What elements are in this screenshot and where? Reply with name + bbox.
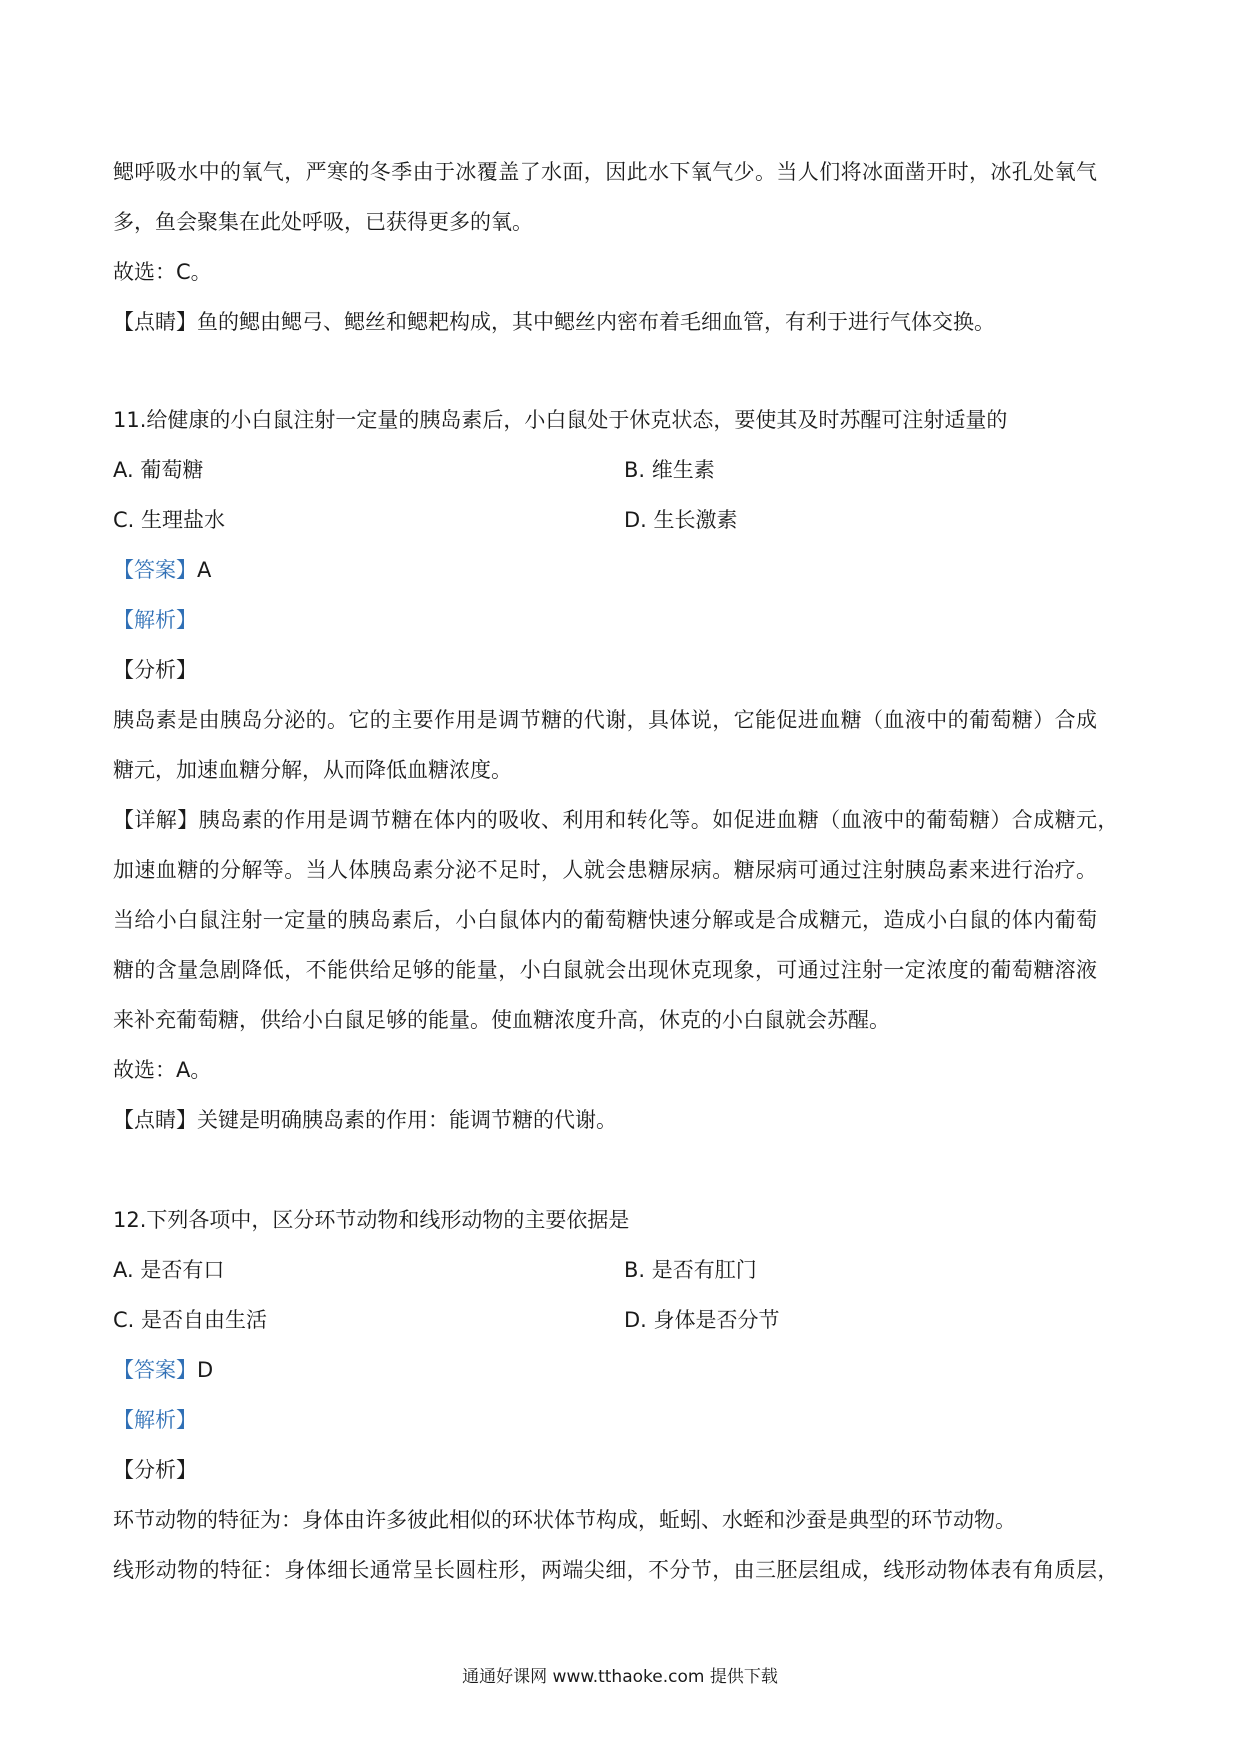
dianjing-text: 关键是明确胰岛素的作用：能调节糖的代谢。 — [197, 1108, 617, 1132]
answer-value: D — [197, 1358, 214, 1382]
paragraph-line: 当给小白鼠注射一定量的胰岛素后，小白鼠体内的葡萄糖快速分解或是合成糖元，造成小白鼠的体内葡萄 — [113, 908, 1098, 932]
q12-answer — [113, 1355, 213, 1385]
paragraph-line: 糖元，加速血糖分解，从而降低血糖浓度。 — [113, 758, 512, 782]
q11-option-a: A. 葡萄糖 — [113, 458, 204, 482]
xiangjie-line — [113, 805, 1119, 835]
dianjing-tag: 【点睛】 — [113, 1108, 197, 1132]
jiexi-tag: 【解析】 — [113, 608, 197, 632]
fenxi-tag: 【分析】 — [113, 658, 197, 682]
q12-option-c: C. 是否自由生活 — [113, 1308, 268, 1332]
answer-choice-line: 故选：C。 — [113, 260, 212, 284]
dianjing-text: 鱼的鳃由鳃弓、鳃丝和鳃耙构成，其中鳃丝内密布着毛细血管，有利于进行气体交换。 — [197, 310, 995, 334]
xiangjie-tag: 【详解】 — [113, 808, 199, 832]
q12-option-b: B. 是否有肛门 — [624, 1258, 757, 1282]
q12-stem: 12.下列各项中，区分环节动物和线形动物的主要依据是 — [113, 1208, 630, 1232]
answer-choice-line: 故选：A。 — [113, 1058, 212, 1082]
fenxi-tag: 【分析】 — [113, 1458, 197, 1482]
paragraph-line: 加速血糖的分解等。当人体胰岛素分泌不足时，人就会患糖尿病。糖尿病可通过注射胰岛素来进行治疗。 — [113, 858, 1098, 882]
q11-stem: 11.给健康的小白鼠注射一定量的胰岛素后，小白鼠处于休克状态，要使其及时苏醒可注射适量的 — [113, 408, 1008, 432]
q11-option-b: B. 维生素 — [624, 458, 715, 482]
dianjing-line — [113, 307, 995, 337]
q12-option-a: A. 是否有口 — [113, 1258, 225, 1282]
page-footer: 通通好课网 www.tthaoke.com 提供下载 — [462, 1667, 778, 1687]
answer-tag: 【答案】 — [113, 1358, 197, 1382]
paragraph-line: 胰岛素是由胰岛分泌的。它的主要作用是调节糖的代谢，具体说，它能促进血糖（血液中的葡萄糖）合成 — [113, 708, 1098, 732]
answer-tag: 【答案】 — [113, 558, 197, 582]
jiexi-tag: 【解析】 — [113, 1408, 197, 1432]
q11-option-c: C. 生理盐水 — [113, 508, 226, 532]
paragraph-line: 糖的含量急剧降低，不能供给足够的能量，小白鼠就会出现休克现象，可通过注射一定浓度的葡萄糖溶液 — [113, 958, 1098, 982]
paragraph-line: 多，鱼会聚集在此处呼吸，已获得更多的氧。 — [113, 210, 533, 234]
paragraph-line: 环节动物的特征为：身体由许多彼此相似的环状体节构成，蚯蚓、水蛭和沙蚕是典型的环节动物。 — [113, 1508, 1016, 1532]
q11-answer — [113, 555, 211, 585]
paragraph-line: 来补充葡萄糖，供给小白鼠足够的能量。使血糖浓度升高，休克的小白鼠就会苏醒。 — [113, 1008, 890, 1032]
paragraph-line: 线形动物的特征：身体细长通常呈长圆柱形，两端尖细，不分节，由三胚层组成，线形动物体表有角质层， — [113, 1558, 1119, 1582]
dianjing-line — [113, 1105, 617, 1135]
answer-value: A — [197, 558, 212, 582]
paragraph-line: 鳃呼吸水中的氧气，严寒的冬季由于冰覆盖了水面，因此水下氧气少。当人们将冰面凿开时，冰孔处氧气 — [113, 160, 1098, 184]
xiangjie-text: 胰岛素的作用是调节糖在体内的吸收、利用和转化等。如促进血糖（血液中的葡萄糖）合成糖元， — [198, 808, 1119, 832]
q12-option-d: D. 身体是否分节 — [624, 1308, 780, 1332]
dianjing-tag: 【点睛】 — [113, 310, 197, 334]
q11-option-d: D. 生长激素 — [624, 508, 738, 532]
